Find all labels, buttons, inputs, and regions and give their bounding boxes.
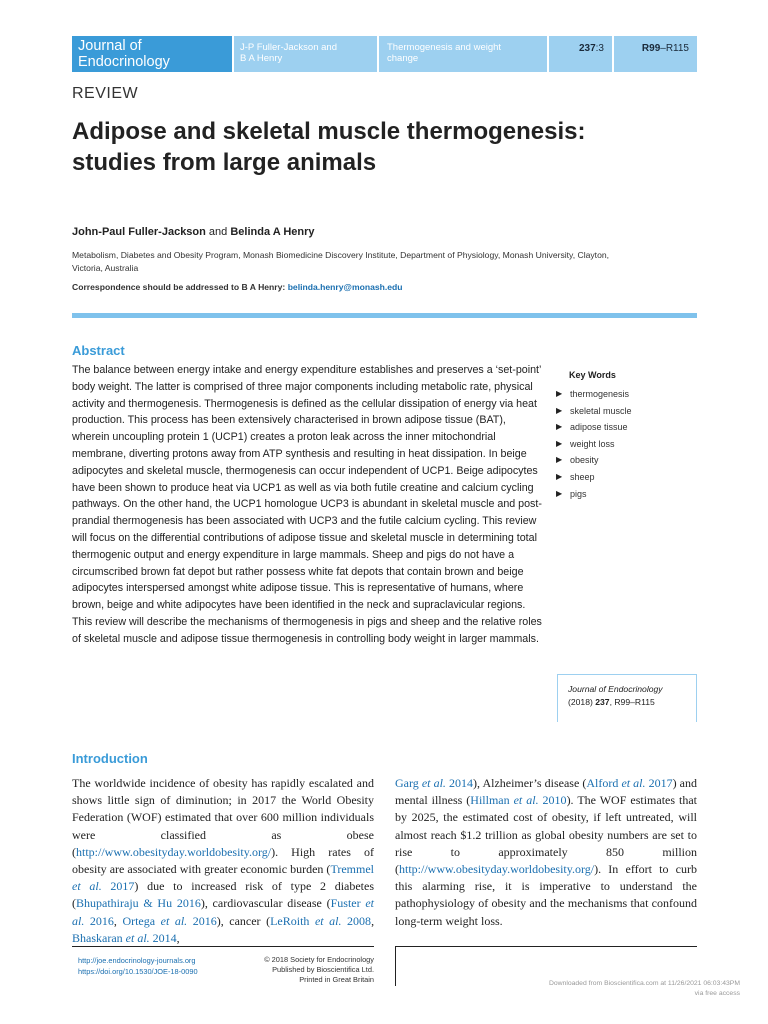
body-text: The worldwide incidence of obesity has rapidly escalated and shows little sign of diminution; in 2017 the World Obesity Federation (WOF) estimated that over 600 million individuals were classified as obese ( [72, 776, 374, 859]
body-text: ) and mental illness ( [395, 776, 698, 808]
author-2: Belinda A Henry [230, 226, 315, 238]
ref-etal: et al. [421, 776, 446, 790]
footer-divider-left [72, 946, 374, 947]
journal-name-line2: Endocrinology [78, 54, 170, 70]
citation-journal: Journal of Endocrinology [568, 684, 663, 694]
running-topic-line2: change [387, 53, 419, 64]
article-title [72, 116, 692, 178]
printed-line: Printed in Great Britain [299, 975, 374, 984]
page-range-cell [612, 36, 697, 72]
download-line1: Downloaded from Bioscientifica.com at 11/26/2021 06:03:43PM [548, 980, 740, 987]
ref-year: 2016 [84, 913, 114, 928]
ref-etal: et al. [125, 930, 150, 945]
running-authors-line2: B A Henry [240, 53, 283, 64]
bullet-triangle-icon: ▶ [556, 389, 563, 398]
ref-year: 2014 [445, 776, 474, 790]
keyword-item [555, 486, 695, 503]
keyword-item [555, 386, 695, 403]
keyword-label: pigs [570, 488, 587, 499]
running-topic-cell [377, 36, 547, 72]
ref-etal: et al. [314, 913, 342, 928]
reference-link-garg[interactable] [395, 776, 473, 790]
publisher-info [230, 955, 374, 985]
footer-divider-right [395, 946, 697, 947]
body-text: ). The WOF estimates that by 2025, the estimated cost of obesity, if left untreated, will almost reach $1.2 trillion as global obesity numbers are set to rise to approximately 850 million ( [395, 793, 698, 877]
introduction-column-1 [72, 775, 374, 947]
ref-etal: et al. [160, 913, 188, 928]
body-text: ) due to increased risk of type 2 diabetes ( [72, 879, 375, 911]
author-1: John-Paul Fuller-Jackson [72, 226, 206, 238]
affiliation [72, 249, 672, 275]
body-text: ), cancer ( [216, 913, 271, 928]
reference-link-bhupathiraju[interactable]: Bhupathiraju & Hu 2016 [76, 896, 201, 911]
copyright-line: © 2018 Society for Endocrinology [264, 955, 374, 964]
keyword-label: weight loss [570, 438, 615, 449]
author-conjunction: and [205, 226, 231, 238]
ref-year: 2017 [645, 776, 673, 790]
reference-link-hillman[interactable] [470, 793, 566, 807]
keywords-list [555, 386, 695, 502]
body-text: , [176, 930, 180, 945]
keywords-heading: Key Words [569, 370, 616, 380]
affiliation-line1: Metabolism, Diabetes and Obesity Program, Monash Biomedicine Discovery Institute, Department of Physiology, Monash University, Clayton, [72, 250, 610, 260]
journal-name-cell[interactable] [72, 36, 232, 72]
running-authors-cell [232, 36, 377, 72]
bullet-triangle-icon: ▶ [556, 488, 563, 498]
body-text: ). In effort to curb this alarming rise, it is imperative to understand the pathophysiology of obesity and the mechanisms that confound long-term weight loss. [395, 862, 697, 928]
keyword-item [555, 452, 695, 469]
volume-issue-cell [547, 36, 612, 72]
bullet-triangle-icon: ▶ [556, 471, 563, 481]
keyword-label: thermogenesis [570, 389, 630, 399]
publisher-line: Published by Bioscientifica Ltd. [272, 965, 374, 974]
correspondence [72, 282, 403, 292]
keyword-label: skeletal muscle [570, 405, 632, 416]
ref-author: Alford [586, 776, 622, 790]
correspondence-text: Correspondence should be addressed to B A Henry: [72, 282, 288, 292]
ref-year: 2017 [101, 879, 135, 894]
reference-link-alford[interactable] [586, 776, 672, 790]
author-list [72, 226, 315, 238]
journal-website-link[interactable]: http://joe.endocrinology-journals.org [78, 956, 196, 965]
ref-year: 2016 [187, 913, 217, 928]
ref-author: Ortega [122, 913, 161, 928]
article-type-label: REVIEW [72, 85, 139, 102]
page-end: –R115 [660, 43, 689, 54]
ref-author: Tremmel [330, 862, 374, 877]
ref-etal: et al. [72, 879, 102, 894]
introduction-column-2 [395, 775, 697, 930]
abstract-heading: Abstract [72, 343, 125, 358]
reference-link-bhaskaran[interactable] [72, 931, 177, 945]
keyword-label: sheep [570, 471, 595, 482]
keyword-item [555, 436, 695, 453]
ref-author: Bhaskaran [72, 930, 126, 945]
introduction-heading: Introduction [72, 751, 148, 766]
bullet-triangle-icon: ▶ [556, 405, 563, 415]
citation-pages: , R99–R115 [609, 697, 655, 707]
running-authors-line1: J-P Fuller-Jackson and [240, 42, 337, 53]
ref-author: Fuster [330, 896, 366, 911]
ref-year: 2010 [538, 793, 567, 808]
wof-link[interactable]: http://www.obesityday.worldobesity.org/ [399, 862, 595, 877]
ref-author: Hillman [470, 793, 514, 808]
running-topic-line1: Thermogenesis and weight [387, 42, 502, 53]
ref-year: 2014 [149, 930, 177, 945]
body-text: ), cardiovascular disease ( [200, 896, 331, 911]
doi-link[interactable]: https://doi.org/10.1530/JOE-18-0090 [78, 967, 198, 976]
citation-year: (2018) [568, 697, 596, 707]
reference-link-ortega[interactable] [122, 914, 216, 928]
ref-author: Garg [395, 776, 422, 790]
correspondence-email-link[interactable]: belinda.henry@monash.edu [287, 282, 403, 292]
volume-number: 237 [578, 43, 596, 54]
footer-links [78, 955, 198, 977]
article-title-line1: Adipose and skeletal muscle thermogenesis: [72, 118, 586, 145]
footer-vertical-divider [395, 946, 396, 986]
page-start: R99 [641, 43, 661, 54]
keyword-item [555, 403, 695, 420]
keyword-item [555, 469, 695, 486]
bullet-triangle-icon: ▶ [556, 455, 563, 465]
issue-number: :3 [595, 43, 604, 54]
article-title-line2: studies from large animals [72, 149, 377, 176]
wof-link[interactable]: http://www.obesityday.worldobesity.org/ [76, 844, 272, 859]
keyword-label: obesity [570, 455, 599, 466]
section-divider [72, 313, 697, 318]
reference-link-leroith[interactable] [270, 914, 371, 928]
ref-etal: et al. [72, 896, 375, 928]
download-line2: via free access [694, 990, 740, 997]
bullet-triangle-icon: ▶ [556, 438, 563, 448]
citation-volume: 237 [595, 697, 610, 707]
journal-name-line1: Journal of [78, 38, 142, 54]
body-text: , [113, 913, 123, 928]
citation-box [557, 674, 697, 722]
ref-author: LeRoith [270, 913, 315, 928]
bullet-triangle-icon: ▶ [556, 422, 563, 432]
body-text: , [371, 913, 375, 928]
keyword-label: adipose tissue [570, 422, 628, 433]
journal-header-band [72, 36, 697, 72]
citation-details [568, 696, 686, 709]
download-watermark [549, 979, 740, 999]
body-text: ), Alzheimer’s disease ( [473, 776, 587, 790]
keyword-item [555, 419, 695, 436]
body-text: ). High rates of obesity are associated with greater economic burden ( [72, 844, 374, 877]
ref-etal: et al. [513, 793, 539, 808]
ref-etal: et al. [621, 776, 646, 790]
keywords-box [555, 370, 695, 502]
affiliation-line2: Victoria, Australia [72, 263, 139, 273]
abstract-text: The balance between energy intake and energy expenditure establishes and preserves a ‘set-point’ body weight. The latter is comprised of three major components including metabolic rate, physical activity and thermogenesis. Thermogenesis is defined as the cellular dissipation of energy via heat production. This process has been extensively characterised in brown adipose tissue (BAT), wherein uncoupling protein 1 (UCP1) creates a proton leak across the inner mitochondrial membrane, diverting protons away from ATP synthesis and resulting in heat dissipation. In beige adipocytes and skeletal muscle, thermogenesis can occur independent of UCP1. Beige adipocytes have been shown to produce heat via UCP1 as well as via both futile creatine and calcium cycling pathways. On the other hand, the UCP1 homologue UCP3 is abundant in skeletal muscle and post-prandial thermogenesis has been associated with UCP3 and the futile calcium cycling. This review will focus on the differential contributions of adipose tissue and skeletal muscle in determining total thermogenic output and energy expenditure in large mammals. Sheep and pigs do not have a circumscribed brown fat depot but rather possess white fat depots that contain brown and beige adipocytes interspersed amongst white adipose tissue. This is representative of humans, where brown, beige and white adipocytes have been identified in the neck and supraclavicular regions. This review will describe the mechanisms of thermogenesis in pigs and sheep and the relative roles of skeletal muscle and adipose tissue thermogenesis in controlling body weight in larger mammals. [72, 364, 542, 645]
ref-year: 2008 [341, 913, 372, 928]
